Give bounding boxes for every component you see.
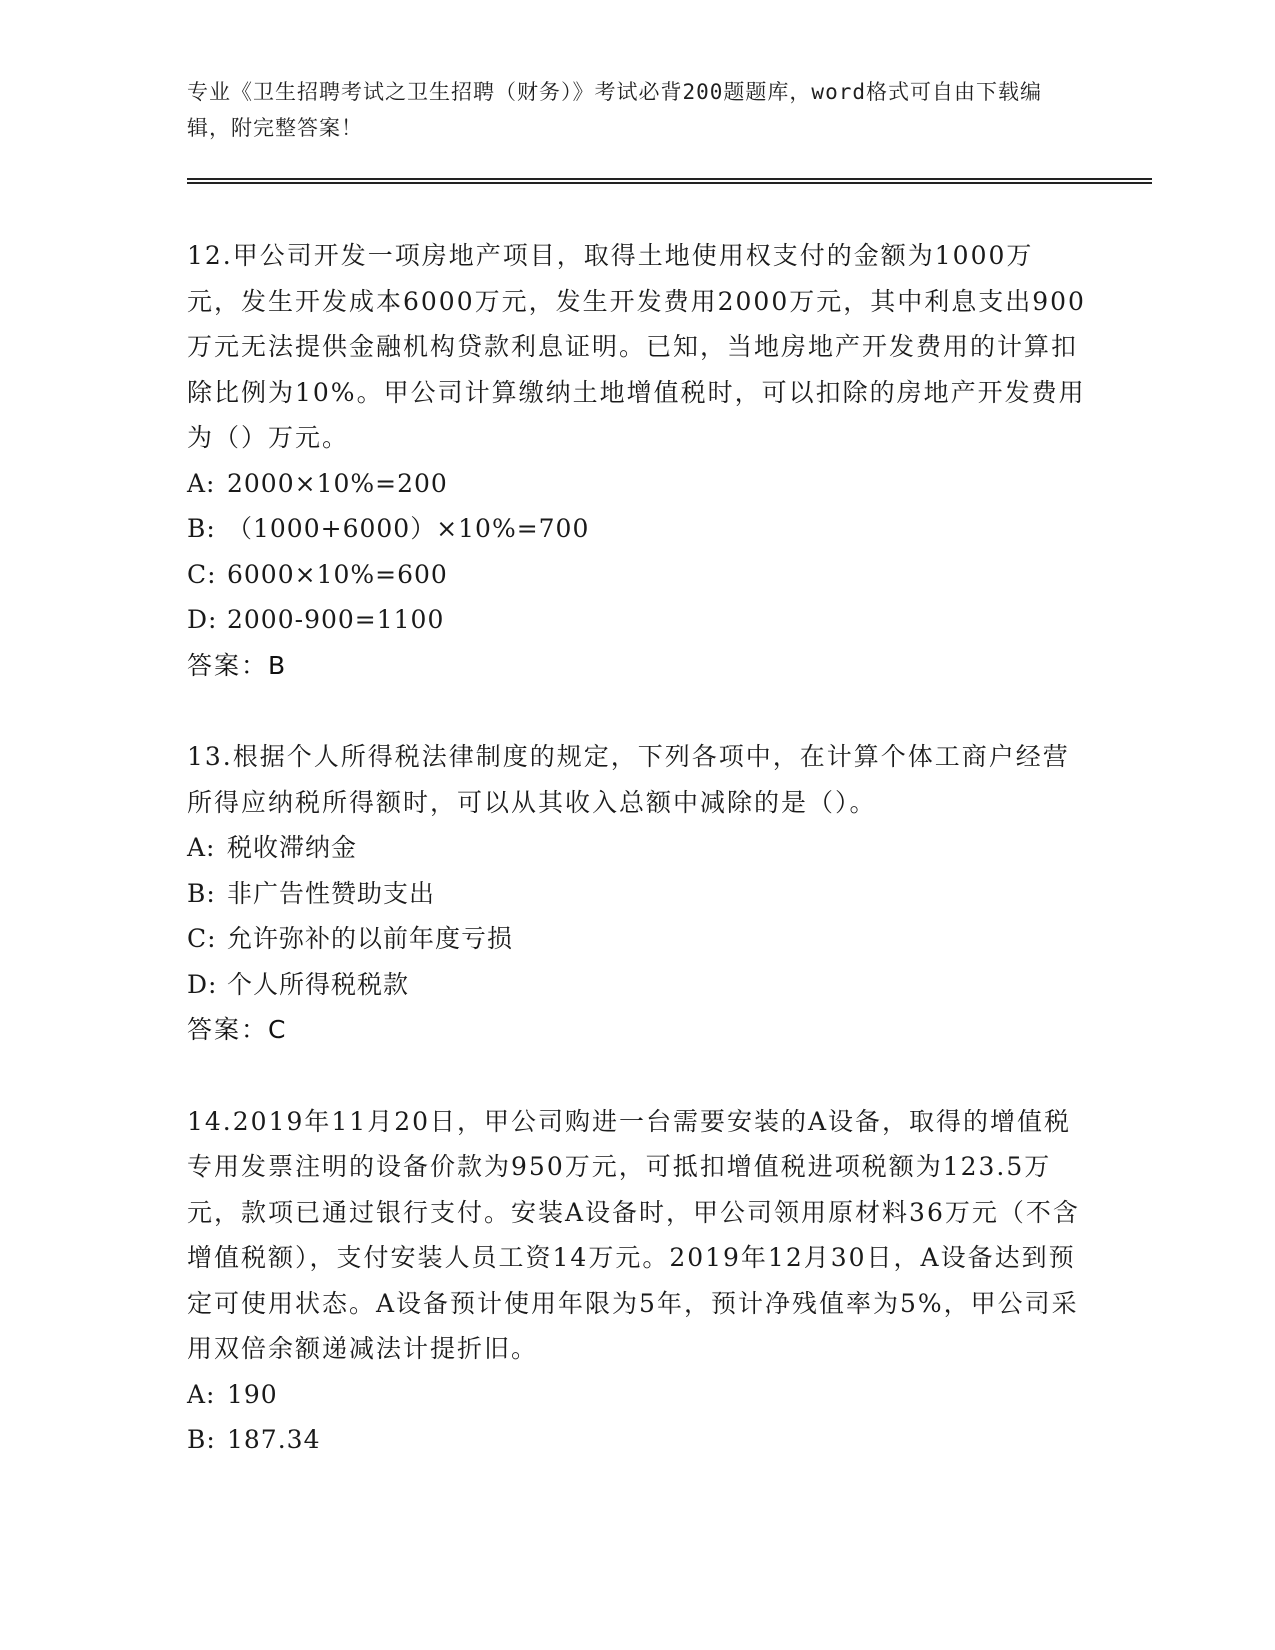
option-letter: C:: [187, 924, 217, 953]
option-d: [187, 962, 1087, 1008]
option-letter: B:: [187, 1425, 216, 1454]
option-a: [187, 461, 1087, 507]
option-text: 2000-900=1100: [227, 605, 445, 634]
option-letter: A:: [187, 833, 216, 862]
question-13: [187, 734, 1087, 1053]
question-stem: 14.2019年11月20日，甲公司购进一台需要安装的A设备，取得的增值税专用发票注明的设备价款为950万元，可抵扣增值税进项税额为123.5万元，款项已通过银行支付。安装A设备时，甲公司领用原材料36万元（不含增值税额），支付安装人员工资14万元。2019年12月30日，A设备达到预定可使用状态。A设备预计使用年限为5年，预计净残值率为5%，甲公司采用双倍余额递减法计提折旧。: [187, 1106, 1080, 1363]
option-a: [187, 1372, 1087, 1418]
option-a: [187, 825, 1087, 871]
option-text: （1000+6000）×10%=700: [227, 514, 590, 543]
header-double-rule: [187, 178, 1152, 184]
option-text: 187.34: [227, 1425, 321, 1454]
answer-line: 答案：B: [187, 650, 288, 680]
option-letter: C:: [187, 559, 217, 589]
option-text: 6000×10%=600: [227, 559, 448, 589]
option-text: 允许弥补的以前年度亏损: [227, 924, 514, 953]
option-letter: B:: [187, 514, 216, 543]
option-letter: D:: [187, 969, 218, 999]
document-header: [187, 74, 1067, 146]
question-stem: 13.根据个人所得税法律制度的规定，下列各项中，在计算个体工商户经营所得应纳税所得额时，可以从其收入总额中减除的是（）。: [187, 742, 1070, 817]
option-text: 税收滞纳金: [227, 833, 358, 862]
option-c: [187, 552, 1087, 598]
option-letter: A:: [187, 468, 216, 498]
question-14: [187, 1099, 1087, 1463]
option-letter: D:: [187, 605, 218, 634]
option-b: [187, 871, 1087, 917]
option-text: 非广告性赞助支出: [227, 878, 436, 908]
answer-line: 答案：C: [187, 1015, 288, 1044]
option-b: [187, 1417, 1087, 1463]
option-letter: A:: [187, 1379, 216, 1409]
header-text: 专业《卫生招聘考试之卫生招聘（财务）》考试必背200题题库，word格式可自由下载编辑，附完整答案！: [187, 80, 1042, 140]
option-b: [187, 506, 1087, 552]
option-c: [187, 916, 1087, 962]
question-stem: 12.甲公司开发一项房地产项目，取得土地使用权支付的金额为1000万元，发生开发成本6000万元，发生开发费用2000万元，其中利息支出900万元无法提供金融机构贷款利息证明。已知，当地房地产开发费用的计算扣除比例为10%。甲公司计算缴纳土地增值税时，可以扣除的房地产开发费用为（）万元。: [187, 241, 1086, 452]
option-d: [187, 597, 1087, 643]
option-letter: B:: [187, 878, 216, 908]
option-text: 个人所得税税款: [227, 969, 410, 999]
option-text: 190: [227, 1379, 278, 1409]
question-list: [187, 233, 1087, 1509]
question-12: [187, 233, 1087, 688]
option-text: 2000×10%=200: [227, 468, 448, 498]
